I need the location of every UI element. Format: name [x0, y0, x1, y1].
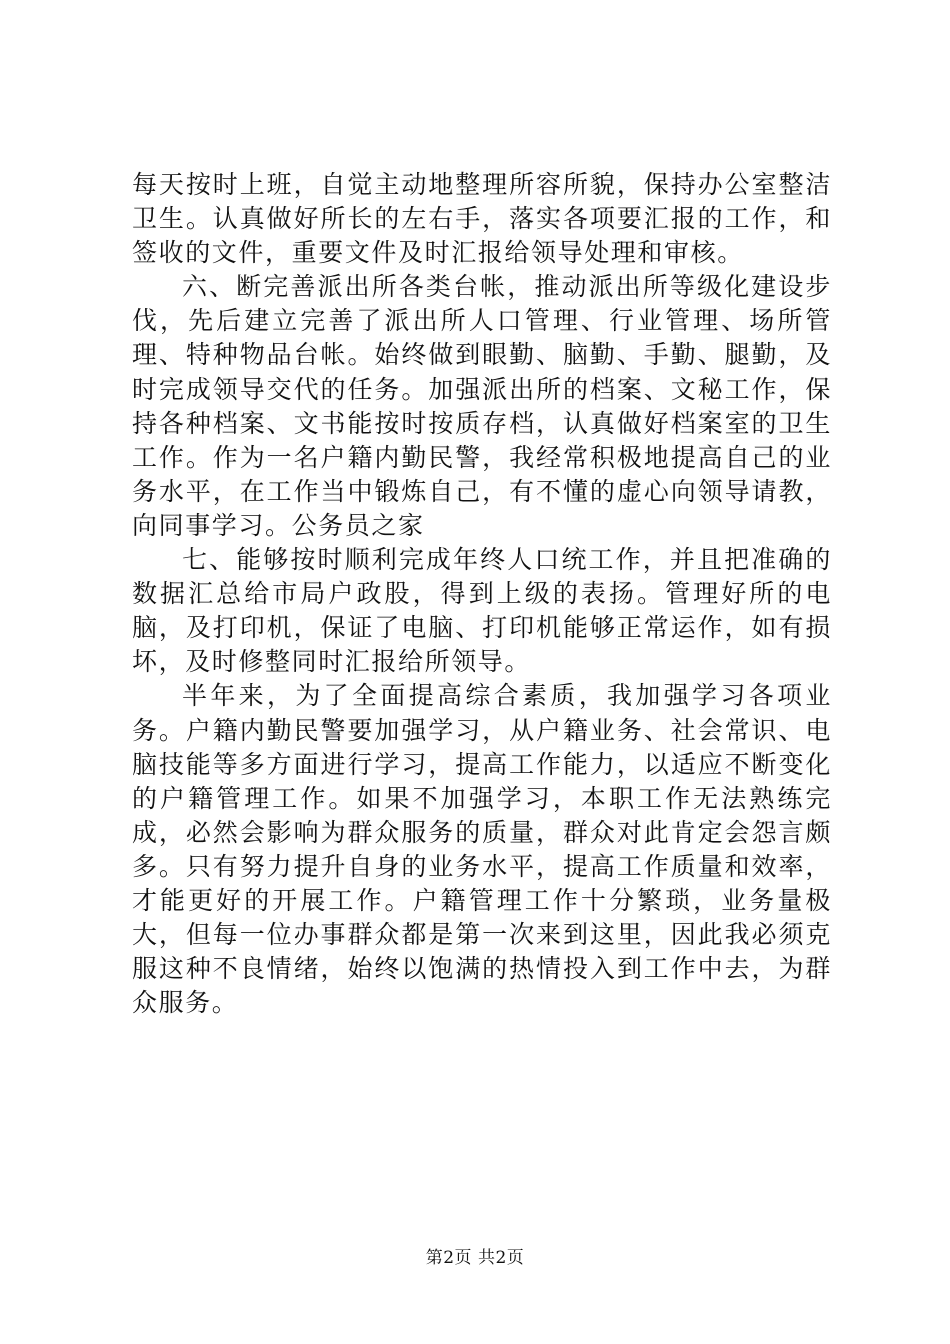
- paragraph-half-year-study: 半年来，为了全面提高综合素质，我加强学习各项业务。户籍内勤民警要加强学习，从户籍业务、社会常识、电脑技能等多方面进行学习，提高工作能力，以适应不断变化的户籍管理工作。如果不加强学习，本职工作无法熟练完成，必然会影响为群众服务的质量，群众对此肯定会怨言颇多。只有努力提升自身的业务水平，提高工作质量和效率，才能更好的开展工作。户籍管理工作十分繁琐，业务量极大，但每一位办事群众都是第一次来到这里，因此我必须克服这种不良情绪，始终以饱满的热情投入到工作中去，为群众服务。: [132, 681, 832, 1018]
- page-number-footer: 第2页 共2页: [425, 1248, 525, 1268]
- paragraph-duties-continued: 每天按时上班，自觉主动地整理所容所貌，保持办公室整洁卫生。认真做好所长的左右手，落实各项要汇报的工作，和签收的文件，重要文件及时汇报给领导处理和审核。: [132, 170, 832, 268]
- paragraph-six-ledgers: 六、断完善派出所各类台帐，推动派出所等级化建设步伐，先后建立完善了派出所人口管理、行业管理、场所管理、特种物品台帐。始终做到眼勤、脑勤、手勤、腿勤，及时完成领导交代的任务。加强派出所的档案、文秘工作，保持各种档案、文书能按时按质存档，认真做好档案室的卫生工作。作为一名户籍内勤民警，我经常积极地提高自己的业务水平，在工作当中锻炼自己，有不懂的虚心向领导请教，向同事学习。公务员之家: [132, 272, 832, 540]
- document-body: [132, 168, 832, 1020]
- paragraph-seven-statistics: 七、能够按时顺利完成年终人口统工作，并且把准确的数据汇总给市局户政股，得到上级的表扬。管理好所的电脑，及打印机，保证了电脑、打印机能够正常运作，如有损坏，及时修整同时汇报给所领导。: [132, 545, 832, 677]
